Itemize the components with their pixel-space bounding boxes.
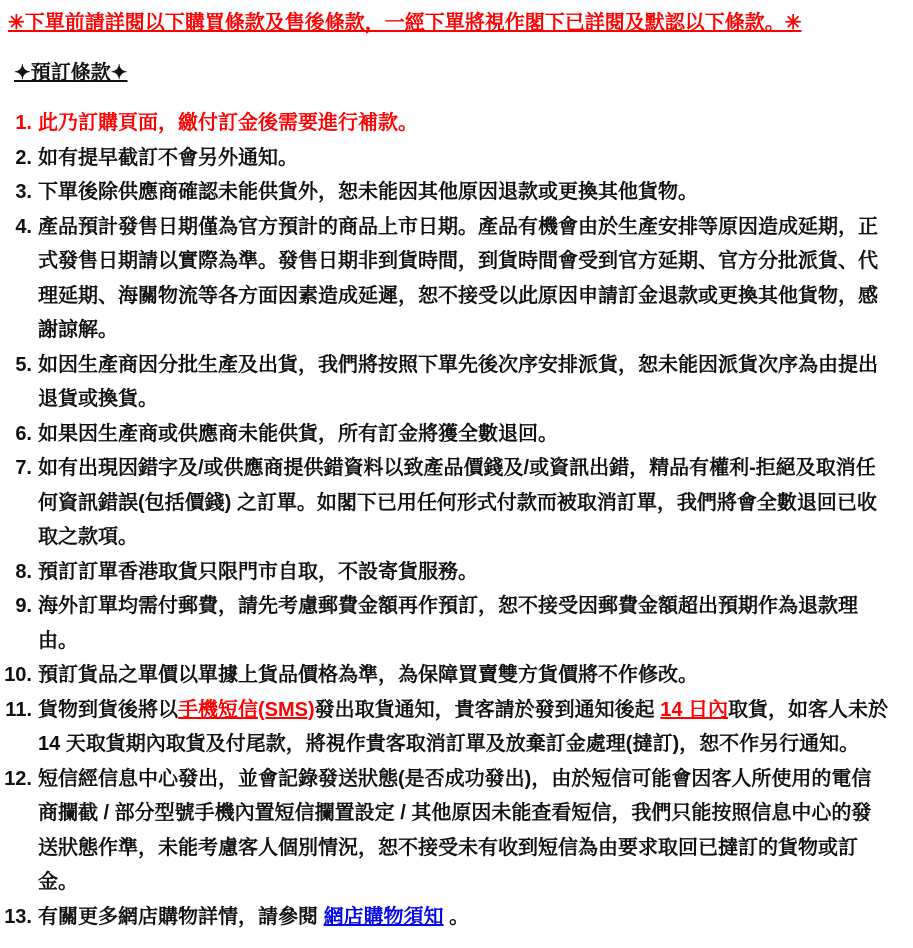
term-text-segment: 下單後除供應商確認未能供貨外，恕未能因其他原因退款或更換其他貨物。 <box>38 181 698 203</box>
term-number: 4. <box>15 215 32 238</box>
term-item <box>2 762 891 900</box>
term-item <box>2 175 891 210</box>
terms-list <box>2 106 891 934</box>
term-text-segment: 如有出現因錯字及/或供應商提供錯資料以致產品價錢及/或資訊出錯，精品有權利-拒絕及取消任何資訊錯誤(包括價錢) 之訂單。如閣下已用任何形式付款而被取消訂單，我們將會全數退回已收取之款項。 <box>38 457 877 548</box>
term-item <box>2 210 891 348</box>
term-item <box>2 693 891 762</box>
term-item <box>2 451 891 555</box>
term-text <box>38 348 891 417</box>
term-item <box>2 658 891 693</box>
store-shopping-guide-link[interactable]: 網店購物須知 <box>323 905 444 928</box>
term-text-segment: 如有提早截訂不會另外通知。 <box>38 146 298 169</box>
term-text-segment: 海外訂單均需付郵費，請先考慮郵費金額再作預訂，恕不接受因郵費金額超出預期作為退款理由。 <box>38 595 858 652</box>
term-item <box>2 900 891 935</box>
term-text-segment: 預訂貨品之單價以單據上貨品價格為準，為保障買賣雙方貨價將不作修改。 <box>38 664 698 686</box>
term-item <box>2 141 891 176</box>
section-title-preorder-terms: ✦預訂條款✦ <box>14 61 128 84</box>
term-text <box>38 900 891 935</box>
term-item <box>2 555 891 590</box>
term-text <box>38 141 891 176</box>
term-text <box>38 451 891 555</box>
term-item <box>2 348 891 417</box>
term-text-segment: 產品預計發售日期僅為官方預計的商品上市日期。產品有機會由於生產安排等原因造成延期，正式發售日期請以實際為準。發售日期非到貨時間，到貨時間會受到官方延期、官方分批派貨、代理延期、海關物流等各方面因素造成延遲，恕不接受以此原因申請訂金退款或更換其他貨物，感謝諒解。 <box>38 215 878 341</box>
term-text-segment: 此乃訂購頁面，繳付訂金後需要進行補款。 <box>38 112 418 134</box>
term-text-segment: 取貨，如客人未於 14 天取貨期內取貨及付尾款，將視作貴客取消訂單及放棄訂金處理(撻訂)，恕不作另行通知。 <box>38 698 889 755</box>
term-number: 3. <box>15 181 32 203</box>
term-number: 1. <box>15 112 32 134</box>
term-number: 9. <box>15 595 32 617</box>
term-number: 11. <box>5 698 32 721</box>
term-text <box>38 693 891 762</box>
term-text <box>38 658 891 693</box>
term-text <box>38 417 891 452</box>
term-text-segment: 短信經信息中心發出，並會記錄發送狀態(是否成功發出)，由於短信可能會因客人所使用的電信商攔截 / 部分型號手機內置短信攔置設定 / 其他原因未能查看短信，我們只能按照信息中心的發送狀態作準，未能考慮客人個別情況，恕不接受未有收到短信為由要求取回已撻訂的貨物或訂金。 <box>38 767 872 893</box>
term-number: 8. <box>15 560 32 583</box>
highlighted-text: 14 日內 <box>660 698 729 721</box>
term-number: 7. <box>15 457 32 479</box>
term-item <box>2 417 891 452</box>
term-number: 6. <box>15 422 32 445</box>
term-text-segment: 如果因生產商或供應商未能供貨，所有訂金將獲全數退回。 <box>38 422 558 445</box>
term-number: 2. <box>15 146 32 169</box>
term-number: 12. <box>4 767 32 790</box>
term-item <box>2 106 891 141</box>
term-item <box>2 589 891 658</box>
term-text-segment: 有關更多網店購物詳情，請參閱 <box>38 905 324 928</box>
term-text-segment: 預訂訂單香港取貨只限門市自取，不設寄貨服務。 <box>38 560 478 583</box>
term-text <box>38 175 891 210</box>
term-text <box>38 762 891 900</box>
term-text-segment: 如因生產商因分批生產及出貨，我們將按照下單先後次序安排派貨，恕未能因派貨次序為由提出退貨或換貨。 <box>38 353 878 410</box>
term-text <box>38 106 891 141</box>
term-text-segment: 貨物到貨後將以 <box>38 698 178 721</box>
term-text <box>38 210 891 348</box>
term-text <box>38 555 891 590</box>
term-number: 5. <box>15 353 32 376</box>
term-number: 13. <box>4 905 32 928</box>
term-text <box>38 589 891 658</box>
pre-order-warning-banner: ✳下單前請詳閱以下購買條款及售後條款，一經下單將視作閣下已詳閱及默認以下條款。✳ <box>8 12 802 34</box>
term-text-segment: 。 <box>443 905 470 928</box>
term-number: 10. <box>4 664 32 686</box>
term-text-segment: 發出取貨通知，貴客請於發到通知後起 <box>314 698 661 721</box>
highlighted-text: 手機短信(SMS) <box>178 698 315 721</box>
